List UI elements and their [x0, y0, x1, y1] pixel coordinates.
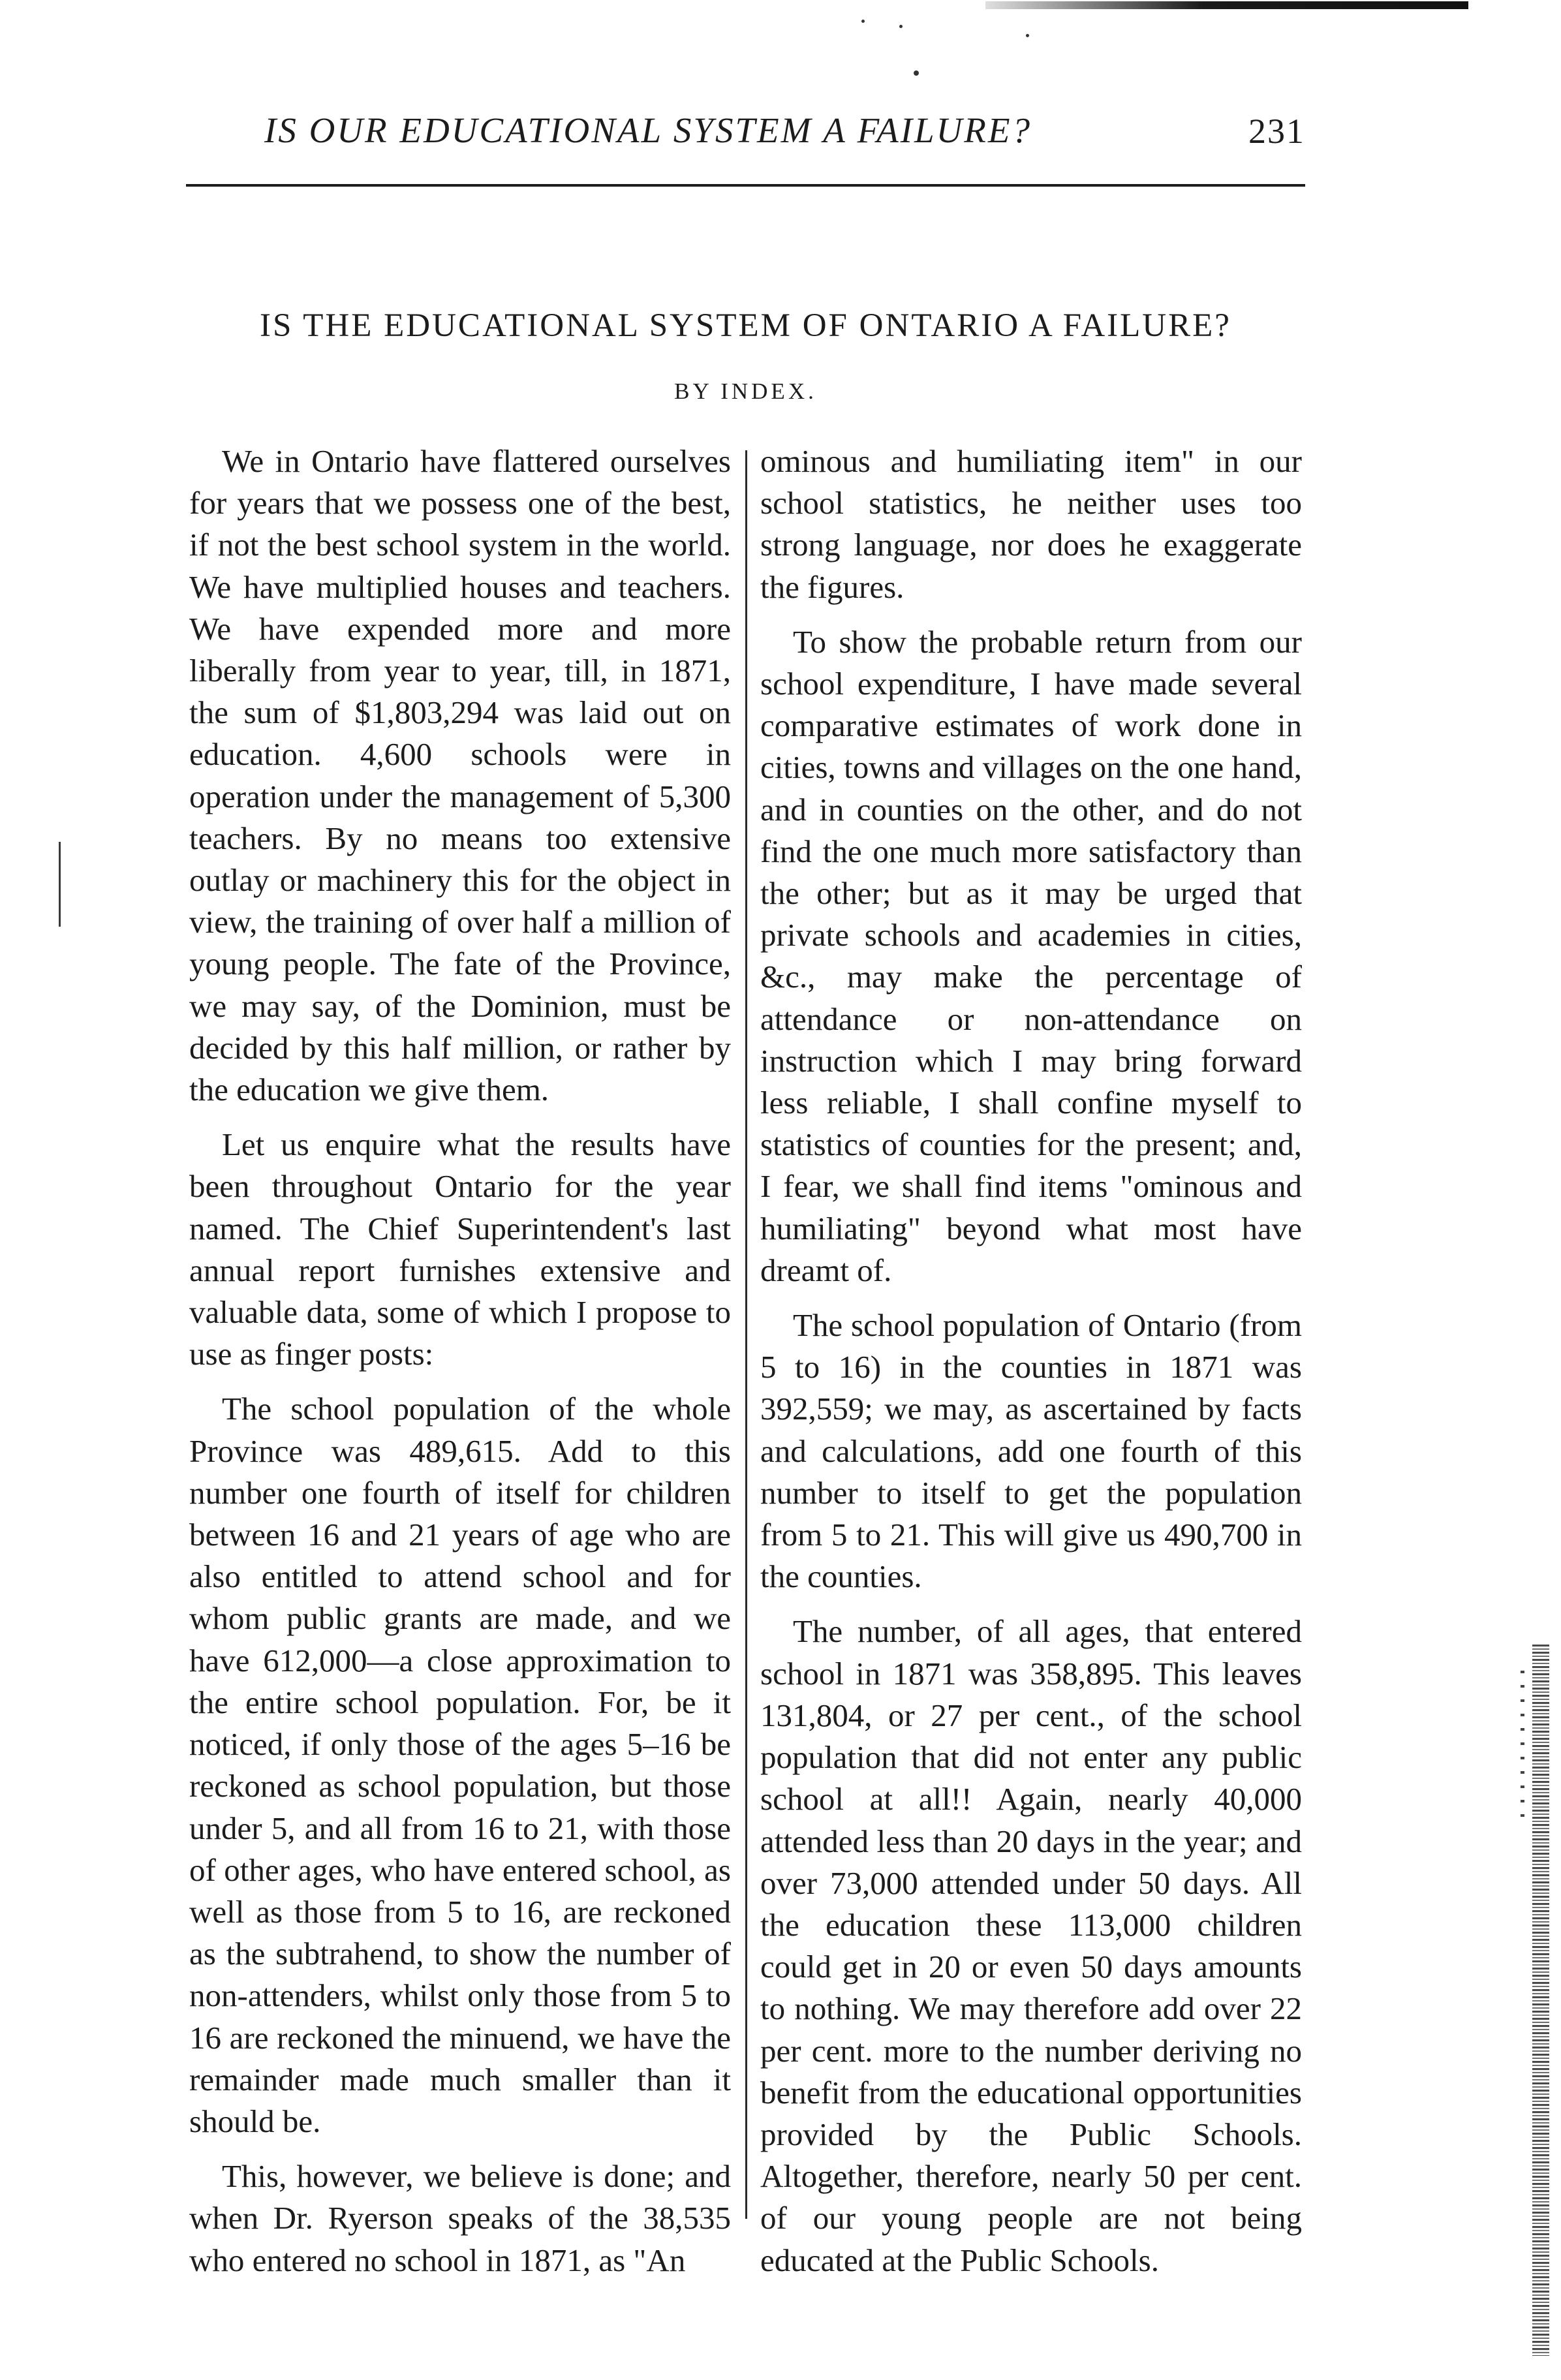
scan-edge-mark [985, 1, 1468, 9]
paragraph: The school population of Ontario (from 5 to 16) in the counties in 1871 was 392,559; we may, as ascertained by facts and calculations, add one fourth of this number to itself to get the population from 5 to 21. This will give us 490,700 in the counties. [760, 1307, 1302, 1595]
paragraph: Let us enquire what the results have been throughout Ontario for the year named. The Chief Superintendent's last annual report furnishes extensive and valuable data, some of which I propose to use as finger posts: [189, 1126, 731, 1372]
scan-edge-strip [1532, 1645, 1549, 2356]
paragraph: To show the probable return from our school expenditure, I have made several comparative estimates of work done in cities, towns and villages on the one hand, and in counties on the other, and do not find the one much more satisfactory than the other; but as it may be urged that private schools and academies in cities, &c., may make the percentage of attendance or non-attendance on instruction which I may bring forward less reliable, I shall confine myself to statistics of counties for the present; and, I fear, we shall find items "ominous and humiliating" beyond what most have dreamt of. [760, 623, 1302, 1288]
header-divider [186, 184, 1305, 187]
byline: BY INDEX. [674, 379, 817, 404]
article-title: IS THE EDUCATIONAL SYSTEM OF ONTARIO A FAILURE? [260, 307, 1231, 344]
running-title: IS OUR EDUCATIONAL SYSTEM A FAILURE? [264, 110, 1032, 150]
paragraph: ominous and humiliating item" in our school statistics, he neither uses too strong language, nor does he exaggerate the figures. [760, 443, 1302, 605]
column-divider [745, 450, 747, 2219]
paragraph: This, however, we believe is done; and when Dr. Ryerson speaks of the 38,535 who entered no school in 1871, as "An [189, 2158, 731, 2278]
scan-speck [1026, 34, 1029, 37]
scan-speck [914, 70, 919, 76]
left-column [189, 440, 731, 2295]
scan-edge-dots [1521, 1671, 1524, 1827]
paragraph: We in Ontario have flattered ourselves for years that we possess one of the best, if not the best school system in the world. We have multiplied houses and teachers. We have expended more and more liberally from year to year, till, in 1871, the sum of $1,803,294 was laid out on education. 4,600 schools were in operation under the management of 5,300 teachers. By no means too extensive outlay or machinery this for the object in view, the training of over half a million of young people. The fate of the Province, we may say, of the Dominion, must be decided by this half million, or rather by the education we give them. [189, 443, 731, 1108]
page-number: 231 [1248, 112, 1305, 151]
paragraph: The school population of the whole Province was 489,615. Add to this number one fourth of itself for children between 16 and 21 years of age who are also entitled to attend school and for whom public grants are made, and we have 612,000—a close approximation to the entire school population. For, be it noticed, if only those of the ages 5–16 be reckoned as school population, but those under 5, and all from 16 to 21, with those of other ages, who have entered school, as well as those from 5 to 16, are reckoned as the subtrahend, to show the number of non-attenders, whilst only those from 5 to 16 are reckoned the minuend, we have the remainder made much smaller than it should be. [189, 1391, 731, 2139]
right-column [760, 440, 1302, 2295]
scan-speck [899, 25, 903, 28]
margin-mark [59, 842, 61, 927]
scan-speck [861, 20, 865, 23]
running-head [186, 110, 1305, 162]
paragraph: The number, of all ages, that entered school in 1871 was 358,895. This leaves 131,804, or 27 per cent., of the school population that did not enter any public school at all!! Again, nearly 40,000 attended less than 20 days in the year; and over 73,000 attended under 50 days. All the education these 113,000 children could get in 20 or even 50 days amounts to nothing. We may therefore add over 22 per cent. more to the number deriving no benefit from the educational opportunities provided by the Public Schools. Altogether, therefore, nearly 50 per cent. of our young people are not being educated at the Public Schools. [760, 1613, 1302, 2278]
